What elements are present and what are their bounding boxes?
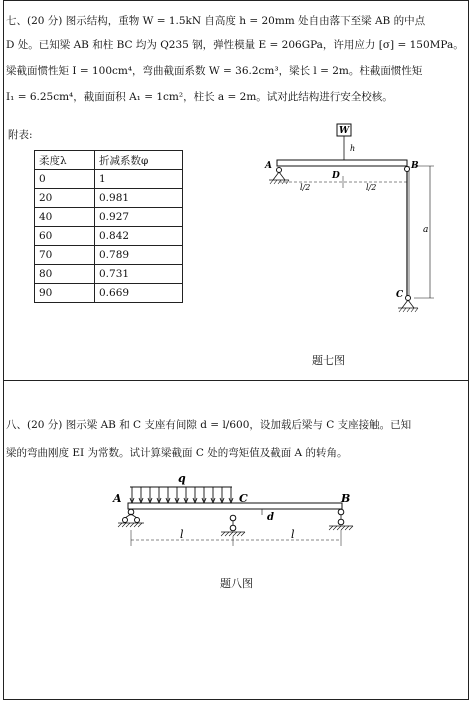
distributed-load-arrows <box>130 487 233 503</box>
fig8-hatch-B <box>329 526 353 530</box>
beam-AB-fig8 <box>128 503 342 509</box>
fig8-pin-B <box>338 509 344 515</box>
fig8-hatch-A <box>118 523 142 527</box>
weight-label: W <box>338 126 350 136</box>
table-cell: 60 <box>35 227 95 246</box>
table-cell: 0.927 <box>95 208 183 227</box>
pin-C <box>406 296 411 301</box>
table-cell: 0.842 <box>95 227 183 246</box>
problem7-line4: I₁ = 6.25cm⁴，截面面积 A₁ = 1cm²，柱长 a = 2m。试对此结构进行安全校核。 <box>6 91 393 103</box>
problem8-line1: 八、(20 分) 图示梁 AB 和 C 支座有间隙 d = l/600，设加载后梁与 C 支座接触。已知 <box>6 419 412 431</box>
label-D: D <box>332 171 340 181</box>
fig8-roller-C <box>230 525 236 531</box>
fig8-label-C: C <box>239 492 248 505</box>
problem7-line2: D 处。已知梁 AB 和柱 BC 均为 Q235 钢，弹性模量 E = 206GPa，许用应力 [σ] = 150MPa。 <box>6 39 464 51</box>
a-label: a <box>423 225 429 235</box>
table-cell: 0 <box>35 170 95 189</box>
pin-A <box>277 168 282 173</box>
table-cell: 20 <box>35 189 95 208</box>
support-C-leg-left <box>402 300 408 308</box>
label-A: A <box>265 161 272 171</box>
joint-B <box>405 167 410 172</box>
table-header-cell: 柔度λ <box>35 151 95 170</box>
fig8-l-right: l <box>291 528 295 541</box>
dim-l-half-left: l/2 <box>300 183 311 192</box>
label-C: C <box>396 290 404 300</box>
fig8-label-A: A <box>113 492 122 505</box>
fig8-roller-B <box>338 519 344 525</box>
dim-l-half-right: l/2 <box>366 183 377 192</box>
table-cell: 0.669 <box>95 284 183 303</box>
appendix-label: 附表: <box>8 129 33 141</box>
support-A-leg-left <box>273 172 279 180</box>
fig8-l-left: l <box>180 528 184 541</box>
h-label: h <box>350 144 356 153</box>
table-cell: 80 <box>35 265 95 284</box>
figure-8-caption: 题八图 <box>220 577 253 590</box>
section-divider <box>3 380 469 381</box>
problem7-line3: 梁截面惯性矩 I = 100cm⁴，弯曲截面系数 W = 36.2cm³，梁长 l = 2m。柱截面惯性矩 <box>6 65 423 77</box>
support-C-leg-right <box>408 300 414 308</box>
fig8-label-B: B <box>341 492 351 505</box>
beam-AB <box>277 160 407 166</box>
d-label: d <box>267 512 274 523</box>
table-cell: 0.981 <box>95 189 183 208</box>
support-A-leg-right <box>279 172 285 180</box>
table-header-cell: 折减系数φ <box>95 151 183 170</box>
table-cell: 0.789 <box>95 246 183 265</box>
hatch-C <box>399 308 418 312</box>
fig8-pin-C <box>230 515 236 521</box>
fig8-hatch-C <box>221 532 245 536</box>
label-B: B <box>411 161 419 171</box>
table-cell: 1 <box>95 170 183 189</box>
fig8-roller-A-left <box>123 518 128 523</box>
figure-7-caption: 题七图 <box>312 354 345 367</box>
table-cell: 40 <box>35 208 95 227</box>
table-cell: 70 <box>35 246 95 265</box>
table-cell: 90 <box>35 284 95 303</box>
fig8-roller-A-right <box>135 518 140 523</box>
q-label: q <box>178 472 186 485</box>
problem8-line2: 梁的弯曲刚度 EI 为常数。试计算梁截面 C 处的弯矩值及截面 A 的转角。 <box>6 447 348 459</box>
table-cell: 0.731 <box>95 265 183 284</box>
problem7-line1: 七、(20 分) 图示结构，重物 W = 1.5kN 自高度 h = 20mm 处自由落下至梁 AB 的中点 <box>6 15 426 27</box>
fig8-pin-A <box>128 509 134 515</box>
